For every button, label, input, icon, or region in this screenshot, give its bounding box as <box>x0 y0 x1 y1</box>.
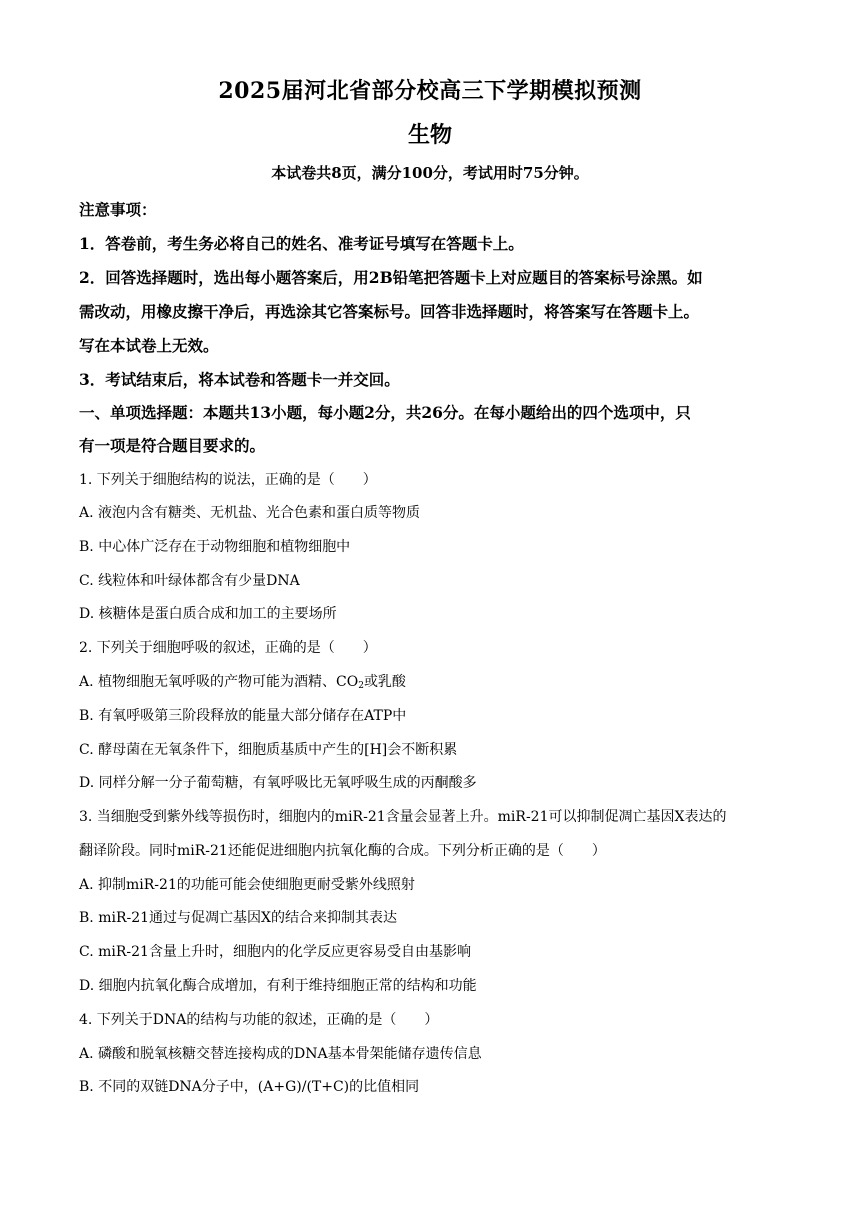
question-3-stem-line-1: 3. 当细胞受到紫外线等损伤时，细胞内的miR-21含量会显著上升。miR-21可以抑制促凋亡基因X表达的 <box>79 809 727 825</box>
section-heading-line-2: 有一项是符合题目要求的。 <box>79 436 266 455</box>
question-2-option-d: D. 同样分解一分子葡萄糖，有氧呼吸比无氧呼吸生成的丙酮酸多 <box>79 775 477 791</box>
question-4-option-a: A. 磷酸和脱氧核糖交替连接构成的DNA基本骨架能储存遗传信息 <box>79 1046 482 1062</box>
notice-item-2-line-1: 2．回答选择题时，选出每小题答案后，用2B铅笔把答题卡上对应题目的答案标号涂黑。如 <box>79 268 703 287</box>
exam-info: 本试卷共8页，满分100分，考试用时75分钟。 <box>271 164 589 182</box>
question-4-stem: 4. 下列关于DNA的结构与功能的叙述，正确的是（ ） <box>79 1012 439 1028</box>
notice-item-2-line-3: 写在本试卷上无效。 <box>79 336 219 355</box>
question-3-option-c: C. miR-21含量上升时，细胞内的化学反应更容易受自由基影响 <box>79 944 471 960</box>
question-3-option-d: D. 细胞内抗氧化酶合成增加，有利于维持细胞正常的结构和功能 <box>79 978 477 994</box>
question-2-stem: 2. 下列关于细胞呼吸的叙述，正确的是（ ） <box>79 640 377 656</box>
question-2-option-a-text: A. 植物细胞无氧呼吸的产物可能为酒精、CO <box>79 674 359 690</box>
question-2-option-a-tail: 或乳酸 <box>363 674 406 690</box>
section-heading-line-1: 一、单项选择题：本题共13小题，每小题2分，共26分。在每小题给出的四个选项中，只 <box>79 403 691 422</box>
question-1-stem: 1. 下列关于细胞结构的说法，正确的是（ ） <box>79 472 377 488</box>
question-2-option-b: B. 有氧呼吸第三阶段释放的能量大部分储存在ATP中 <box>79 708 407 724</box>
question-3-stem-line-2: 翻译阶段。同时miR-21还能促进细胞内抗氧化酶的合成。下列分析正确的是（ ） <box>79 843 606 859</box>
co2-subscript: 2 <box>358 681 364 691</box>
question-3-option-b: B. miR-21通过与促凋亡基因X的结合来抑制其表达 <box>79 910 397 926</box>
question-2-option-c: C. 酵母菌在无氧条件下，细胞质基质中产生的[H]会不断积累 <box>79 742 458 758</box>
question-4-option-b: B. 不同的双链DNA分子中，(A+G)/(T+C)的比值相同 <box>79 1079 420 1095</box>
question-1-option-a: A. 液泡内含有糖类、无机盐、光合色素和蛋白质等物质 <box>79 505 421 521</box>
exam-title: 2025届河北省部分校高三下学期模拟预测 <box>218 78 642 104</box>
notice-item-1: 1．答卷前，考生务必将自己的姓名、准考证号填写在答题卡上。 <box>79 234 524 253</box>
question-2-option-a <box>79 671 789 691</box>
question-1-option-d: D. 核糖体是蛋白质合成和加工的主要场所 <box>79 606 337 622</box>
question-3-option-a: A. 抑制miR-21的功能可能会使细胞更耐受紫外线照射 <box>79 877 415 893</box>
question-1-option-b: B. 中心体广泛存在于动物细胞和植物细胞中 <box>79 539 351 555</box>
question-1-option-c: C. 线粒体和叶绿体都含有少量DNA <box>79 573 300 589</box>
notice-item-3: 3．考试结束后，将本试卷和答题卡一并交回。 <box>79 370 400 389</box>
subject-title: 生物 <box>407 122 452 148</box>
notice-heading: 注意事项： <box>79 200 157 219</box>
notice-item-2-line-2: 需改动，用橡皮擦干净后，再选涂其它答案标号。回答非选择题时，将答案写在答题卡上。 <box>79 302 700 321</box>
